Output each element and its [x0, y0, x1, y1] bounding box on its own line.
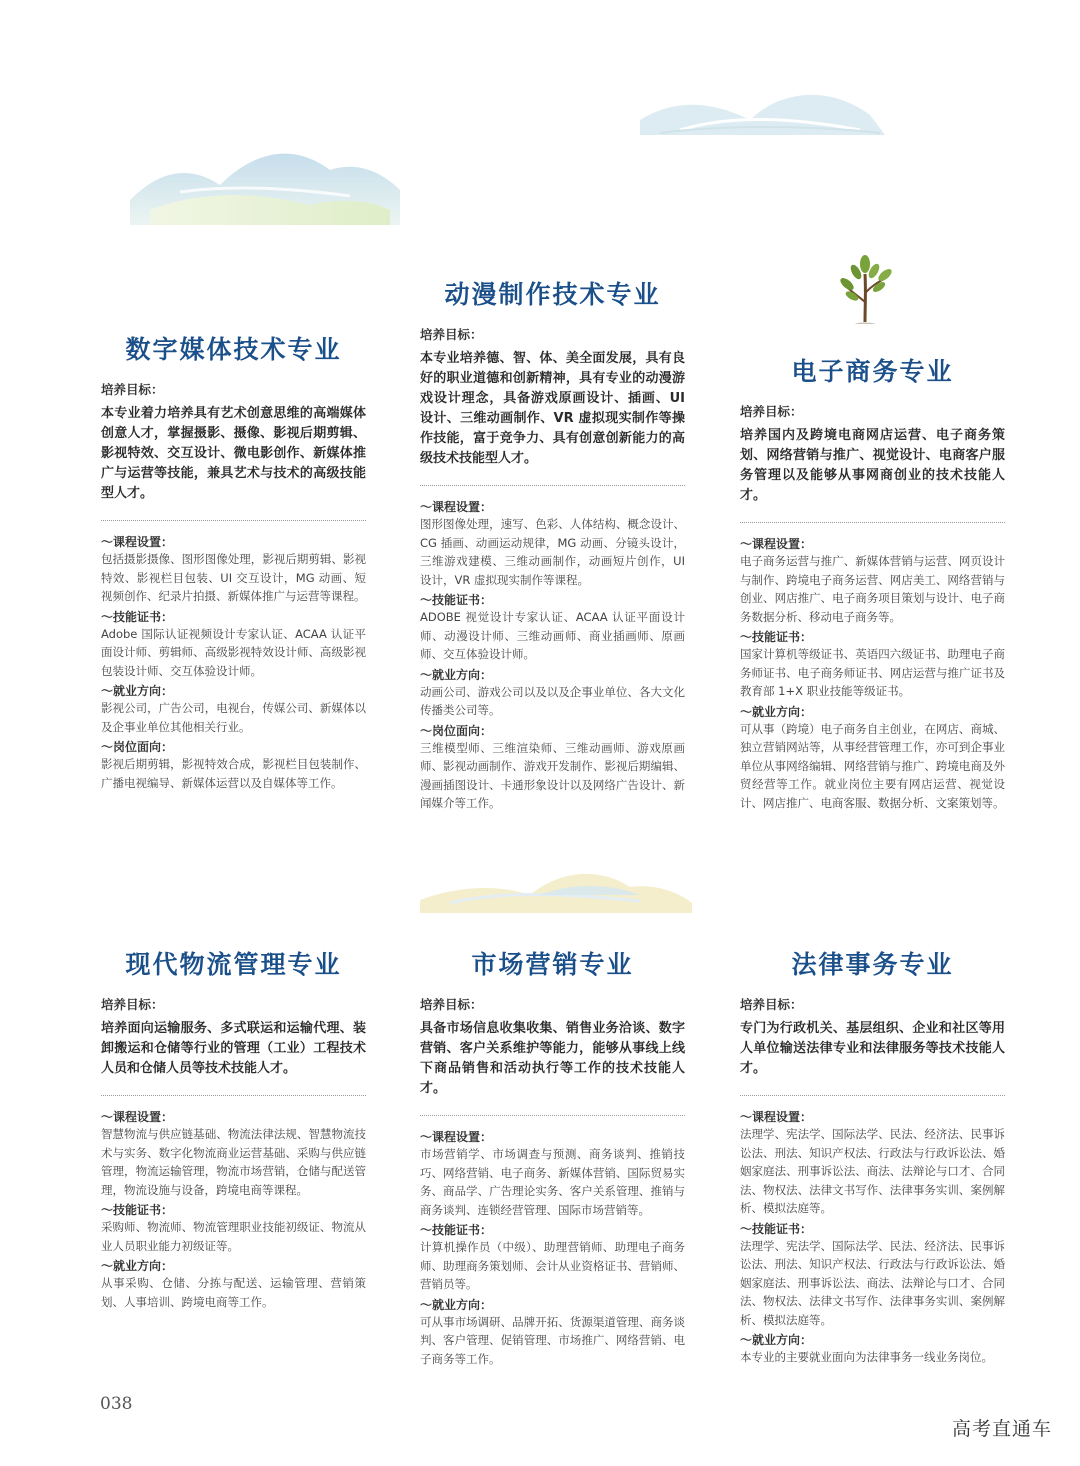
- major-title: 法律事务专业: [791, 950, 954, 979]
- jobs-label: ～就业方向：: [101, 1259, 174, 1273]
- dotted-divider: [101, 1095, 366, 1096]
- major-logistics: [101, 945, 366, 1313]
- courses-label: ～课程设置：: [101, 535, 174, 549]
- certs-label: ～技能证书：: [420, 1223, 493, 1237]
- positions-label: ～岗位面向：: [101, 740, 174, 754]
- jobs-text: 从事采购、仓储、分拣与配送、运输管理、营销策划、人事培训、跨境电商等工作。: [101, 1276, 366, 1309]
- dotted-divider: [101, 520, 366, 521]
- mountain-cloud-illustration-right: [620, 75, 900, 145]
- major-title: 电子商务专业: [791, 357, 954, 386]
- watermark-text: 高考直通车: [951, 1418, 1052, 1440]
- major-title: 动漫制作技术专业: [444, 280, 661, 309]
- jobs-text: 可从事（跨境）电子商务自主创业，在网店、商城、独立营销网站等，从事经营管理工作，亦可到企事业单位从事网络编辑、网络营销与推广、跨境电商及外贸经营等工作。就业岗位主要有网店运营、视觉设计、网店推广、电商客服、数据分析、文案策划等。: [740, 721, 1005, 810]
- courses-text: 法理学、宪法学、国际法学、民法、经济法、民事诉讼法、刑法、知识产权法、行政法与行政诉讼法、婚姻家庭法、刑事诉讼法、商法、法辩论与口才、合同法、物权法、法律文书写作、法律事务实训、案例解析、模拟法庭等。: [740, 1127, 1005, 1215]
- jobs-text: 本专业的主要就业面向为法律事务一线业务岗位。: [740, 1350, 993, 1364]
- jobs-label: ～就业方向：: [101, 684, 174, 698]
- courses-text: 智慧物流与供应链基础、物流法律法规、智慧物流技术与实务、数字化物流商业运营基础、采购与供应链管理，物流运输管理，物流市场营销，仓储与配送管理，物流设施与设备，跨境电商等课程。: [101, 1127, 366, 1197]
- jobs-label: ～就业方向：: [740, 1333, 813, 1347]
- positions-text: 三维模型师、三维渲染师、三维动画师、游戏原画师、影视动画制作、游戏开发制作、影视后期编辑、漫画插图设计、卡通形象设计以及网络广告设计、新闻媒介等工作。: [420, 740, 685, 810]
- major-marketing: [420, 945, 685, 1370]
- courses-text: 市场营销学、市场调查与预测、商务谈判、推销技巧、网络营销、电子商务、新媒体营销、国际贸易实务、商品学、广告理论实务、客户关系管理、推销与商务谈判、连锁经营管理、国际市场营销等。: [420, 1147, 685, 1217]
- certs-label: ～技能证书：: [420, 593, 493, 607]
- goal-label: 培养目标：: [740, 997, 803, 1012]
- jobs-label: ～就业方向：: [740, 704, 813, 719]
- certs-text: 国家计算机等级证书、英语四六级证书、助理电子商务师证书、电子商务师证书、网店运营与推广证书及教育部 1+X 职业技能等级证书。: [740, 647, 1005, 698]
- certs-label: ～技能证书：: [740, 1221, 813, 1236]
- dotted-divider: [420, 485, 685, 486]
- positions-text: 影视后期剪辑，影视特效合成，影视栏目包装制作、广播电视编导、新媒体运营以及自媒体等工作。: [101, 757, 366, 790]
- tree-sapling-illustration: [838, 252, 894, 324]
- courses-label: ～课程设置：: [740, 1110, 813, 1124]
- dotted-divider: [420, 1115, 685, 1116]
- jobs-label: ～就业方向：: [420, 667, 493, 682]
- courses-text: 包括摄影摄像、图形图像处理，影视后期剪辑、影视特效、影视栏目包装、UI 交互设计，MG 动画、短视频创作、纪录片拍摄、新媒体推广与运营等课程。: [101, 552, 366, 603]
- courses-label: ～课程设置：: [420, 500, 493, 514]
- certs-text: 法理学、宪法学、国际法学、民法、经济法、民事诉讼法、刑法、知识产权法、行政法与行政诉讼法、婚姻家庭法、刑事诉讼法、商法、法辩论与口才、合同法、物权法、法律文书写作、法律事务实训、案例解析、模拟法庭等。: [740, 1238, 1005, 1327]
- certs-label: ～技能证书：: [101, 609, 174, 624]
- jobs-text: 动画公司、游戏公司以及以及企事业单位、各大文化传播类公司等。: [420, 684, 685, 717]
- goal-label: 培养目标：: [101, 382, 164, 397]
- goal-text: 本专业着力培养具有艺术创意思维的高端媒体创意人才，掌握摄影、摄像、影视后期剪辑、影视特效、交互设计、微电影创作、新媒体推广与运营等技能，兼具艺术与技术的高级技能型人才。: [101, 406, 366, 501]
- courses-label: ～课程设置：: [420, 1130, 493, 1144]
- page-number: 038: [100, 1394, 133, 1414]
- major-title: 市场营销专业: [471, 950, 634, 979]
- goal-label: 培养目标：: [740, 404, 803, 419]
- certs-text: ADOBE 视觉设计专家认证、ACAA 认证平面设计师、动漫设计师、三维动画师、商业插画师、原画师、交互体验设计师。: [420, 610, 685, 661]
- mountain-cloud-illustration-middle: [410, 855, 700, 915]
- jobs-text: 影视公司，广告公司，电视台，传媒公司、新媒体以及企事业单位其他相关行业。: [101, 701, 366, 734]
- goal-text: 本专业培养德、智、体、美全面发展，具有良好的职业道德和创新精神，具有专业的动漫游戏设计理念，具备游戏原画设计、插画、UI 设计、三维动画制作、VR 虚拟现实制作等操作技能，富于竞争力、具有创意创新能力的高级技术技能型人才。: [420, 351, 685, 466]
- positions-label: ～岗位面向：: [420, 723, 493, 738]
- goal-text: 专门为行政机关、基层组织、企业和社区等用人单位输送法律专业和法律服务等技术技能人才。: [740, 1021, 1005, 1076]
- mountain-cloud-illustration-left: [120, 130, 410, 230]
- major-ecommerce: [740, 352, 1005, 814]
- dotted-divider: [740, 1095, 1005, 1096]
- courses-text: 电子商务运营与推广、新媒体营销与运营、网页设计与制作、跨境电子商务运营、网店美工、网络营销与创业、网店推广、电子商务项目策划与设计、电子商务数据分析、移动电子商务等。: [740, 554, 1005, 624]
- major-title: 现代物流管理专业: [125, 950, 342, 979]
- major-law: [740, 945, 1005, 1369]
- goal-text: 具备市场信息收集收集、销售业务洽谈、数字营销、客户关系维护等能力，能够从事线上线下商品销售和活动执行等工作的技术技能人才。: [420, 1021, 685, 1096]
- major-animation: [420, 275, 685, 815]
- dotted-divider: [740, 522, 1005, 523]
- goal-text: 培养国内及跨境电商网店运营、电子商务策划、网络营销与推广、视觉设计、电商客户服务管理以及能够从事网商创业的技术技能人才。: [740, 428, 1005, 503]
- certs-text: 采购师、物流师、物流管理职业技能初级证、物流从业人员职业能力初级证等。: [101, 1220, 366, 1253]
- major-digital-media: [101, 330, 366, 794]
- goal-label: 培养目标：: [420, 327, 483, 342]
- courses-text: 图形图像处理，速写、色彩、人体结构、概念设计、CG 插画、动画运动规律，MG 动画、分镜头设计，三维游戏建模、三维动画制作，动画短片创作，UI 设计，VR 虚拟现实制作等课程。: [420, 517, 685, 587]
- certs-label: ～技能证书：: [101, 1203, 174, 1217]
- jobs-text: 可从事市场调研、品牌开拓、货源渠道管理、商务谈判、客户管理、促销管理、市场推广、网络营销、电子商务等工作。: [420, 1314, 685, 1366]
- goal-label: 培养目标：: [101, 997, 164, 1012]
- certs-text: 计算机操作员（中级）、助理营销师、助理电子商务师、助理商务策划师、会计从业资格证书、营销师、营销员等。: [420, 1240, 685, 1291]
- goal-text: 培养面向运输服务、多式联运和运输代理、装卸搬运和仓储等行业的管理（工业）工程技术人员和仓储人员等技术技能人才。: [101, 1021, 366, 1076]
- courses-label: ～课程设置：: [740, 537, 813, 551]
- major-title: 数字媒体技术专业: [125, 335, 342, 364]
- goal-label: 培养目标：: [420, 997, 483, 1012]
- certs-label: ～技能证书：: [740, 630, 813, 644]
- jobs-label: ～就业方向：: [420, 1297, 493, 1312]
- courses-label: ～课程设置：: [101, 1110, 174, 1124]
- certs-text: Adobe 国际认证视频设计专家认证、ACAA 认证平面设计师、剪辑师、高级影视特效设计师、高级影视包装设计师、交互体验设计师。: [101, 626, 366, 678]
